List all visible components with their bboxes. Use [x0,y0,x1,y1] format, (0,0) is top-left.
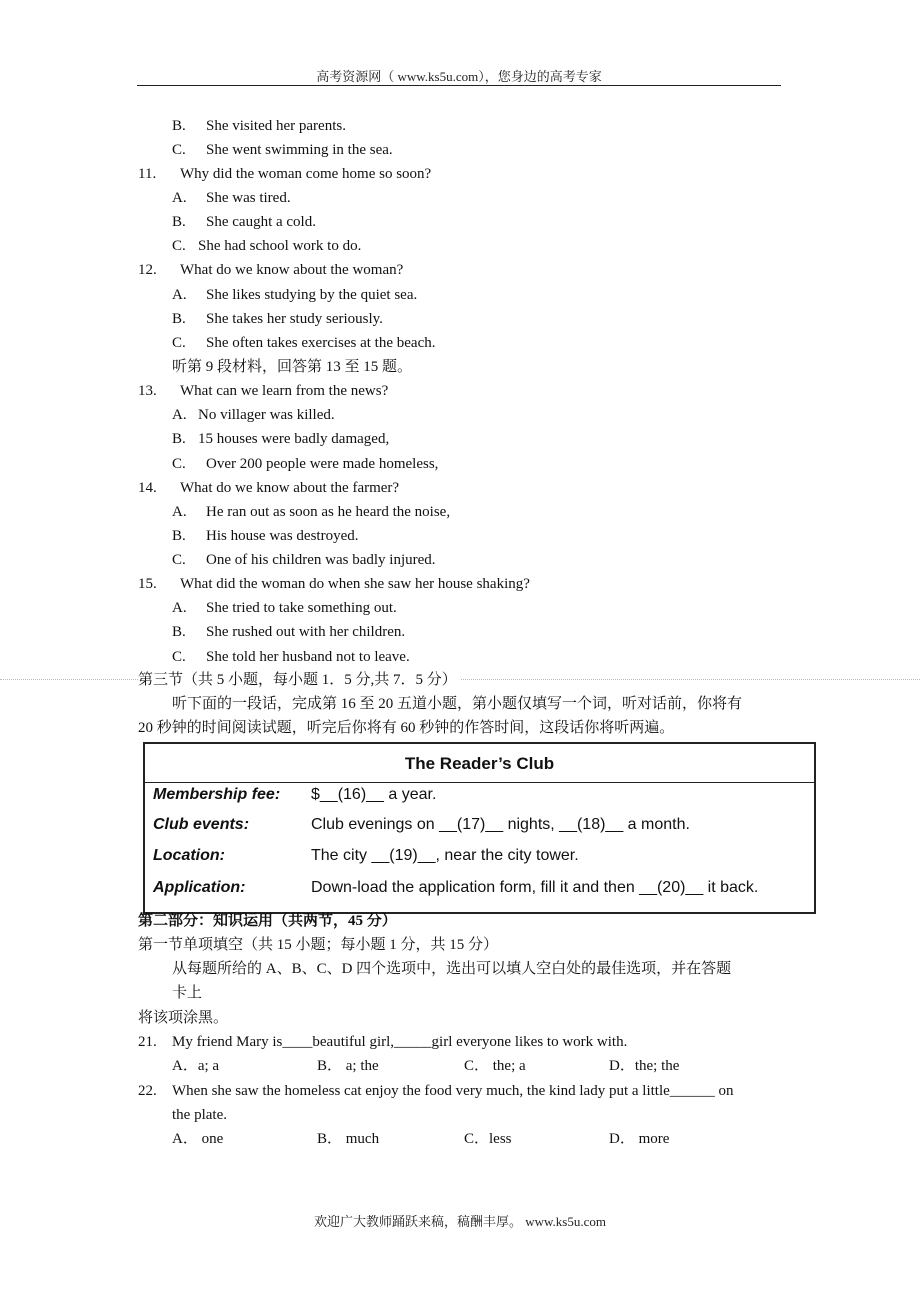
option-13c: C. Over 200 people were made homeless, [172,456,439,472]
option-15a: A. She tried to take something out. [172,600,397,616]
question-22-continued: the plate. [172,1107,227,1123]
segment-9-instruction: 听第 9 段材料，回答第 13 至 15 题。 [172,359,413,375]
option-11a: A. She was tired. [172,190,291,206]
header-rule [137,85,781,86]
option-13a: A. No villager was killed. [172,407,335,423]
question-13: 13. What can we learn from the news? [138,383,389,399]
question-15: 15. What did the woman do when she saw her house shaking? [138,576,530,592]
question-12: 12. What do we know about the woman? [138,262,404,278]
section-3-instruction-1: 听下面的一段话，完成第 16 至 20 五道小题，第小题仅填写一个词，听对话前，你将有 [172,696,743,712]
option-14c: C. One of his children was badly injured. [172,552,436,568]
option-21b: B． a; the [317,1058,379,1074]
club-value: Down-load the application form, fill it and then __(20)__ it back. [311,879,759,896]
option-12a: A. She likes studying by the quiet sea. [172,287,418,303]
option-10c: C. She went swimming in the sea. [172,142,393,158]
option-15b: B. She rushed out with her children. [172,624,406,640]
option-10b: B. She visited her parents. [172,118,346,134]
option-14a: A. He ran out as soon as he heard the noise, [172,504,451,520]
section-1-heading: 第一节单项填空（共 15 小题；每小题 1 分，共 15 分） [138,937,499,953]
option-13b: B. 15 houses were badly damaged, [172,431,390,447]
club-title-rule [145,782,814,783]
question-14: 14. What do we know about the farmer? [138,480,400,496]
question-21: 21. My friend Mary is____beautiful girl,_____girl everyone likes to work with. [138,1034,628,1050]
option-12b: B. She takes her study seriously. [172,311,383,327]
readers-club-table [143,742,816,914]
club-value: $__(16)__ a year. [311,786,437,803]
club-label: Application: [153,879,246,896]
option-21d: D．the; the [609,1058,680,1074]
section-3-heading: 第三节（共 5 小题，每小题 1．5 分,共 7．5 分） [138,670,461,690]
page-footer: 欢迎广大教师踊跃来稿，稿酬丰厚。 www.ks5u.com [313,1214,606,1229]
section-1-instruction-3: 将该项涂黑。 [138,1010,229,1026]
option-21a: A．a; a [172,1058,220,1074]
club-value: The city __(19)__, near the city tower. [311,847,579,864]
option-21c: C． the; a [464,1058,526,1074]
club-title: The Reader’s Club [404,754,555,773]
option-12c: C. She often takes exercises at the beach. [172,335,436,351]
option-22c: C．less [464,1131,512,1147]
section-1-instruction-2: 卡上 [172,985,203,1001]
club-label: Membership fee: [153,786,281,803]
club-label: Location: [153,847,225,864]
section-3-instruction-2: 20 秒钟的时间阅读试题，听完后你将有 60 秒钟的作答时间，这段话你将听两遍。 [138,720,675,736]
option-15c: C. She told her husband not to leave. [172,649,410,665]
option-22a: A． one [172,1131,224,1147]
option-11c: C. She had school work to do. [172,238,362,254]
page-header: 高考资源网（ www.ks5u.com），您身边的高考专家 [316,69,602,84]
club-value: Club evenings on __(17)__ nights, __(18)__ a month. [311,816,690,833]
option-22b: B． much [317,1131,380,1147]
option-22d: D． more [609,1131,670,1147]
club-label: Club events: [153,816,250,833]
part-2-heading: 第二部分：知识运用（共两节，45 分） [138,913,397,929]
option-11b: B. She caught a cold. [172,214,316,230]
option-14b: B. His house was destroyed. [172,528,359,544]
question-22: 22. When she saw the homeless cat enjoy the food very much, the kind lady put a little______ on [138,1083,734,1099]
section-1-instruction-1: 从每题所给的 A、B、C、D 四个选项中，选出可以填人空白处的最佳选项，并在答题 [172,961,732,977]
question-11: 11. Why did the woman come home so soon? [138,166,432,182]
